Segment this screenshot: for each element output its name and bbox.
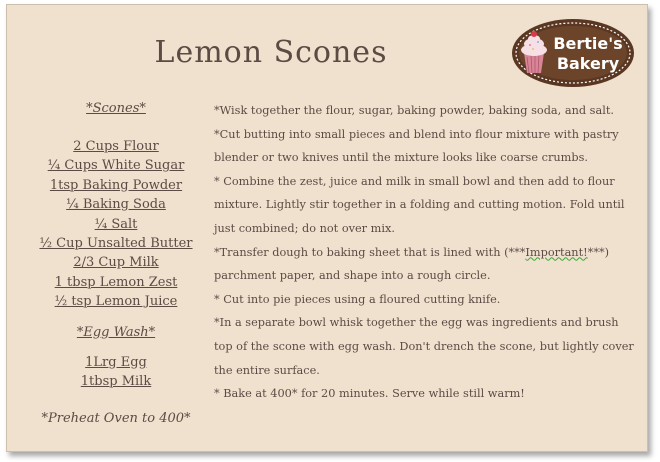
step-4-important: Important!	[525, 245, 588, 259]
ingredient-item: ½ tsp Lemon Juice	[54, 294, 178, 310]
logo-line-2: Bakery	[556, 54, 620, 73]
egg-wash-item: 1Lrg Egg	[85, 354, 147, 370]
step-7: * Bake at 400* for 20 minutes. Serve while still warm!	[214, 387, 525, 401]
recipe-card	[6, 4, 648, 452]
step-2: *Cut butting into small pieces and blend into flour mixture with pastry blender or two knives until the mixture looks like coarse crumbs.	[214, 127, 619, 165]
step-4-start: *Transfer dough to baking sheet that is lined with (***	[214, 245, 526, 259]
recipe-title: Lemon Scones	[154, 35, 388, 70]
ingredient-item: ¼ Baking Soda	[66, 197, 166, 213]
step-3: * Combine the zest, juice and milk in small bowl and then add to flour mixture. Lightly stir together in a folding and cutting motion. Fold until just combined; do not over mix.	[214, 174, 625, 235]
ingredient-item: 1tsp Baking Powder	[49, 177, 183, 193]
ingredient-item: ¼ Salt	[94, 216, 138, 232]
ingredient-item: ½ Cup Unsalted Butter	[39, 235, 193, 251]
step-5: * Cut into pie pieces using a floured cutting knife.	[214, 292, 501, 306]
egg-wash-heading: *Egg Wash*	[76, 324, 156, 340]
step-6: *In a separate bowl whisk together the egg was ingredients and brush top of the scone with egg wash. Don't drench the scone, but lightly cover the entire surface.	[214, 316, 634, 377]
ingredient-item: 1 tbsp Lemon Zest	[54, 274, 178, 290]
preheat-note: *Preheat Oven to 400*	[41, 411, 191, 427]
step-1: *Wisk together the flour, sugar, baking powder, baking soda, and salt.	[214, 104, 614, 117]
ingredients-column	[27, 99, 205, 428]
berties-bakery-logo	[510, 17, 636, 89]
instructions	[214, 99, 639, 406]
egg-wash-item: 1tbsp Milk	[80, 373, 152, 389]
ingredient-item: 2 Cups Flour	[73, 139, 159, 154]
scones-heading: *Scones*	[86, 101, 146, 116]
logo-line-1: Bertie's	[553, 34, 623, 53]
ingredient-item: 2/3 Cup Milk	[73, 255, 159, 271]
step-4-end: ***) parchment paper, and shape into a rough circle.	[214, 245, 610, 283]
ingredient-item: ¼ Cups White Sugar	[47, 158, 185, 174]
step-4	[214, 241, 639, 288]
